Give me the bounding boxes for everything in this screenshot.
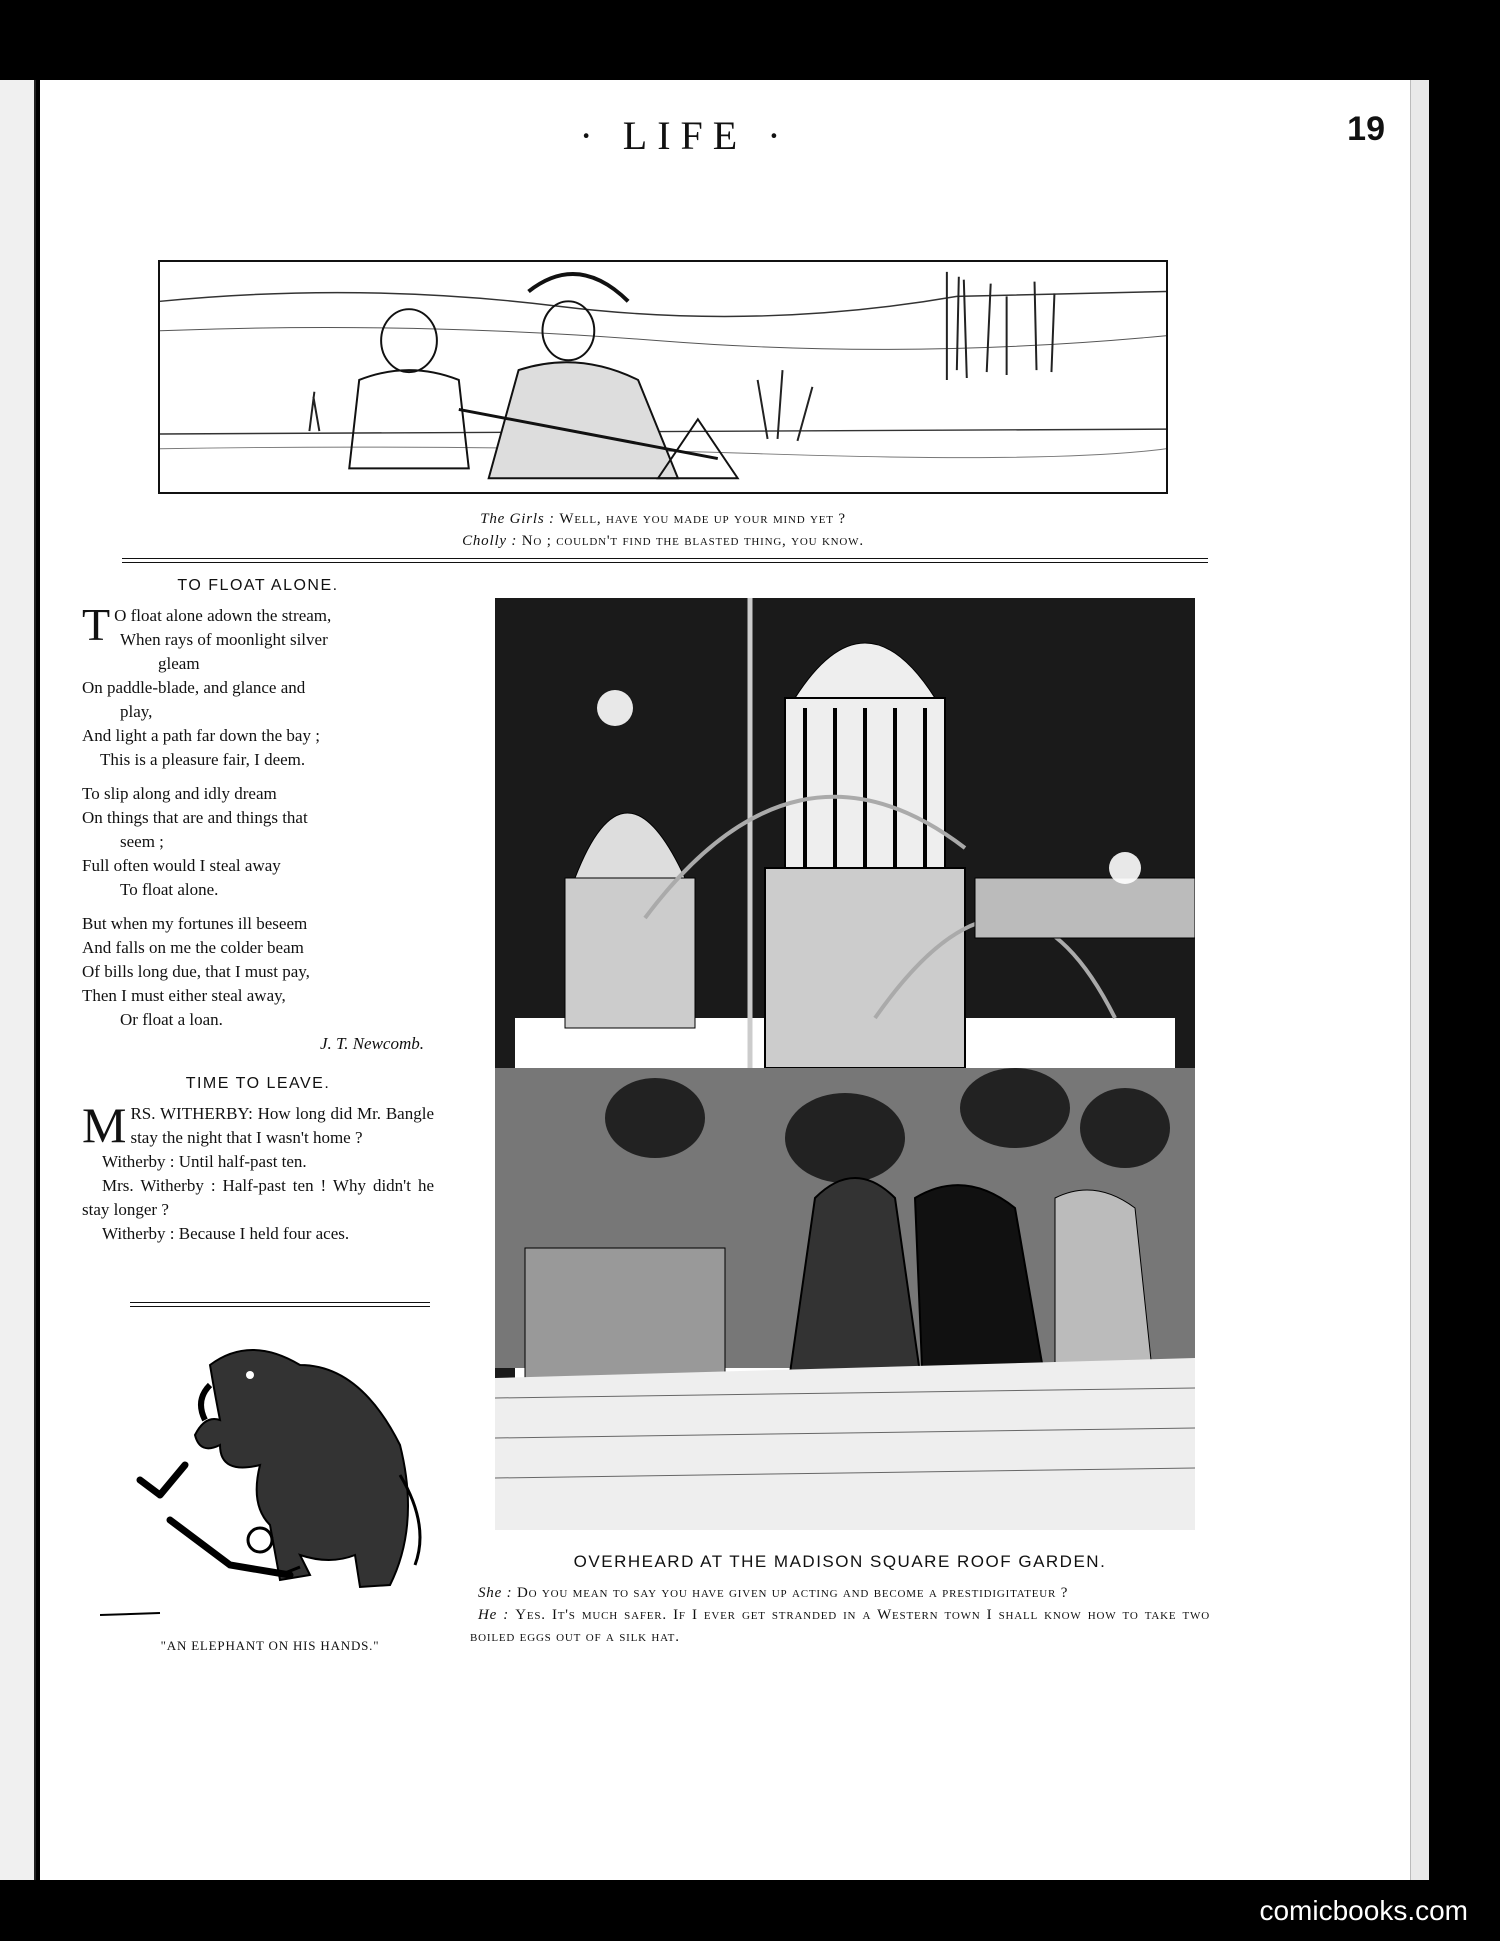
poem-stanza-1 <box>82 599 434 772</box>
elephant-caption <box>100 1635 440 1657</box>
poem-line: But when my fortunes ill beseem <box>82 914 308 933</box>
column-divider <box>130 1302 430 1307</box>
poem-line: gleam <box>158 654 200 673</box>
poem-column <box>82 574 434 1246</box>
poem-title: TO FLOAT ALONE. <box>177 577 339 594</box>
poem-line: When rays of moonlight silver <box>120 630 328 649</box>
caption-line: Well, have you made up your mind yet ? <box>559 511 846 527</box>
joke-title: TIME TO LEAVE. <box>185 1075 331 1092</box>
caption-speaker: He : <box>478 1607 510 1623</box>
main-cartoon-caption <box>470 1582 1210 1648</box>
poem-stanza-3 <box>82 912 434 1056</box>
page-edge <box>1410 80 1429 1880</box>
poem-line: seem ; <box>120 832 164 851</box>
top-cartoon-illustration <box>158 260 1168 494</box>
main-cartoon-illustration <box>495 598 1195 1530</box>
elephant-caption-text: "AN ELEPHANT ON HIS HANDS." <box>160 1638 380 1653</box>
page-number: 19 <box>1347 110 1385 148</box>
poem-line: Then I must either steal away, <box>82 986 286 1005</box>
elephant-illustration <box>100 1325 430 1625</box>
poem-line: To float alone. <box>120 880 219 899</box>
drop-cap: M <box>82 1097 127 1153</box>
poem-stanza-2 <box>82 782 434 902</box>
masthead: · LIFE · <box>579 113 791 158</box>
caption-speaker: Cholly : <box>462 533 518 549</box>
drop-cap: T <box>82 599 111 650</box>
joke-line: Witherby : Until half-past ten. <box>102 1152 307 1171</box>
poem-line: On things that are and things that <box>82 808 308 827</box>
section-divider <box>122 558 1208 563</box>
poem-line: O float alone adown the stream, <box>114 606 332 625</box>
joke-text <box>82 1097 434 1246</box>
site-watermark: comicbooks.com <box>1259 1895 1468 1926</box>
poem-line: On paddle-blade, and glance and <box>82 678 306 697</box>
poem-line: And light a path far down the bay ; <box>82 726 320 745</box>
caption-line: No ; couldn't find the blasted thing, you know. <box>521 533 864 549</box>
poem-line: Of bills long due, that I must pay, <box>82 962 310 981</box>
adjacent-page-edge <box>0 80 36 1880</box>
poem-line: Or float a loan. <box>120 1010 223 1029</box>
caption-speaker: She : <box>478 1585 513 1601</box>
poem-line: Full often would I steal away <box>82 856 281 875</box>
main-cartoon-title: OVERHEARD AT THE MADISON SQUARE ROOF GARDEN. <box>573 1552 1107 1571</box>
poem-line: This is a pleasure fair, I deem. <box>100 750 306 769</box>
joke-line: RS. WITHERBY: How long did Mr. Bangle stay the night that I wasn't home ? <box>130 1104 434 1147</box>
joke-line: Witherby : Because I held four aces. <box>102 1224 350 1243</box>
poem-line: To slip along and idly dream <box>82 784 277 803</box>
poem-line: And falls on me the colder beam <box>82 938 304 957</box>
caption-line: Yes. It's much safer. If I ever get stranded in a Western town I shall know how to take two boiled eggs out of a silk hat. <box>470 1607 1210 1645</box>
poem-author: J. T. Newcomb. <box>319 1034 424 1053</box>
caption-line: Do you mean to say you have given up acting and become a prestidigitateur ? <box>516 1585 1069 1601</box>
caption-speaker: The Girls : <box>480 511 555 527</box>
joke-line: Mrs. Witherby : Half-past ten ! Why didn't he stay longer ? <box>82 1176 434 1219</box>
poem-line: play, <box>120 702 153 721</box>
top-cartoon-caption <box>158 508 1168 552</box>
